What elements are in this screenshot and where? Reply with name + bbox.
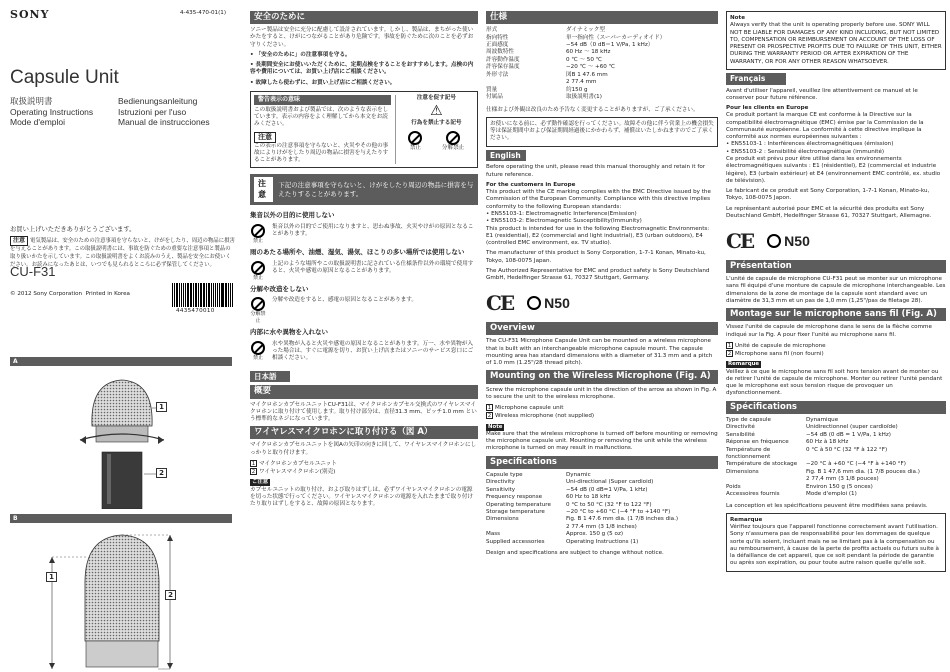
- french-column: [726, 0, 946, 672]
- spec-table-fr: [726, 417, 946, 499]
- barcode-bar: [232, 283, 233, 307]
- barcode-bar: [204, 283, 205, 307]
- hazard-item: 禁止 上記のような場所やこの取扱説明書に記されている仕様条件以外の環境で使用すると、火災や感電の原因となることがあります。: [252, 260, 474, 281]
- spec-key: Dimensions: [726, 468, 759, 475]
- spec-change-jp: 仕様および外観は改良のため予告なく変更することがありますが、ご了承ください。: [486, 106, 699, 113]
- figure-a: [10, 357, 232, 509]
- intro-en: Before operating the unit, please read this manual thoroughly and retain it for future reference.: [486, 164, 706, 178]
- english-column: [486, 0, 718, 672]
- spec-row: [726, 432, 946, 439]
- spec-key: 指向特性: [486, 34, 509, 41]
- mount-text-jp: マイクロホンカプセルユニットを図Aの矢印の向きに回して、ワイヤレスマイクロホンにしっかりと取り付けます。: [250, 442, 477, 456]
- representative-en: The Authorized Representative for EMC and product safety is Sony Deutschland GmbH, Hedelfinger Strasse 61, 70327 Stuttgart, Germany.: [486, 267, 710, 282]
- lang-bar-japanese: 日本語: [250, 371, 290, 383]
- spec-row: [486, 494, 718, 501]
- spec-key: 許容保存温度: [486, 64, 520, 71]
- warning-triangle-icon: ⚠: [430, 103, 443, 120]
- spec-row: [486, 509, 718, 516]
- spec-row: [486, 42, 718, 49]
- remarque-text: Veillez à ce que le microphone sans fil soit hors tension avant de monter ou de retirer l'unité de capsule de microphone. Monter ou retirer l'unité pendant que le microphone est sous tension risque de provoquer un dysfonctionnement.: [726, 368, 943, 397]
- barcode: [172, 283, 234, 307]
- note-title: Note: [730, 15, 745, 21]
- spec-row: [726, 424, 946, 431]
- barcode-bar: [209, 283, 210, 307]
- remarque-box-text: Vérifiez toujours que l'appareil fonctionne correctement avant l'utilisation. Sony n'assumera pas de responsabilité pour les dommages de quelque sorte qu'ils soient, incluant mais ne se limitant pas à la compensation ou au remboursement, à cause de la perte de profits actuels ou futurs suite à la défaillance de cet appareil, que ce soit pendant la période de garantie ou après son expiration, ou pour toute autre raison quelle qu'elle soit.: [730, 524, 939, 567]
- spec-key: Sensitivity: [486, 486, 516, 493]
- section-mount-jp: ワイヤレスマイクロホンに取り付ける（図 A）: [250, 426, 478, 439]
- cover-column: [0, 0, 240, 672]
- hazard-heading: 分解や改造をしない: [250, 285, 309, 294]
- manufacturer-en: The manufacturer of this product is Sony Corporation, 1-7-1 Konan, Minato-ku, Tokyo, 108-0075 Japan.: [486, 250, 706, 264]
- spec-key: [726, 476, 806, 483]
- barcode-bar: [195, 283, 196, 307]
- spec-row: [486, 487, 718, 494]
- liability-note: [726, 11, 946, 70]
- caution-chip: 注意: [254, 177, 273, 202]
- spec-key: Réponse en fréquence: [726, 439, 789, 446]
- spec-value: 取扱説明書(1): [566, 94, 602, 101]
- spec-row: [486, 479, 718, 486]
- section-spec-fr: Spécifications: [726, 401, 946, 414]
- note-text: Always verify that the unit is operating properly before use. SONY WILL NOT BE LIABLE FOR DAMAGES OF ANY KIND INCLUDING, BUT NOT LIMITED TO, COMPENSATION OR REIMBURSEMENT ON ACCOUNT OF THE LOSS OF PRESENT OR PROSPECTIVE PROFITS DUE TO FAILURE OF THIS UNIT, EITHER DURING THE WARRANTY PERIOD OR AFTER EXPIRATION OF THE WARRANTY, OR FOR ANY OTHER REASON WHATSOEVER.: [730, 22, 942, 65]
- spec-value: Mode d'emploi (1): [806, 491, 857, 498]
- spec-row: [486, 472, 718, 479]
- spec-key: 許容動作温度: [486, 56, 520, 63]
- barcode-bar: [222, 283, 223, 307]
- japanese-column: [248, 0, 478, 672]
- certification-marks: [486, 290, 718, 316]
- hazard-heading: 内部に水や異物を入れない: [250, 328, 328, 337]
- caution-chip: 注意: [254, 132, 276, 143]
- eu-standard: • EN55103-1 : Interférences électromagnétiques (émission): [726, 141, 894, 148]
- copyright-text: © 2012 Sony Corporation: [10, 291, 83, 297]
- symbols-text: この取扱説明書および製品では、次のような表示をしています。表示の内容をよく理解してから本文をお読みください。: [254, 106, 389, 128]
- eu-text-fr: Ce produit portant la marque CE est conforme à la Directive sur la compatibilité électromagnétique (EMC) émise par la Commission de la Communauté européenne. La conformité à cette directive implique la conformité aux normes européennes suivantes :: [726, 112, 924, 141]
- barcode-bar: [219, 283, 220, 307]
- eu-env-fr: Ce produit est prévu pour être utilisé dans les environnements électromagnétiques suivants : E1 (résidentiel), E2 (commercial et industrie légère), E3 (urbain extérieur) et E4 (environnement EMC contrôlé, ex. studio de télévision).: [726, 156, 941, 184]
- spec-key: Storage temperature: [486, 508, 545, 515]
- part-item: 1 Unité de capsule de microphone: [727, 342, 826, 349]
- hazard-heading: 雨のあたる場所や、油煙、湿気、湯気、ほこりの多い場所では使用しない: [250, 248, 465, 257]
- spec-value: ダイナミック型: [566, 27, 605, 34]
- spec-row: [726, 469, 946, 476]
- spec-key: Directivity: [486, 479, 515, 486]
- spec-key: Poids: [726, 483, 741, 490]
- jp-thanks: お買い上げいただきありがとうございます。: [10, 226, 136, 233]
- spec-value: Operating Instructions (1): [566, 538, 639, 545]
- caution-text: この表示の注意事項を守らないと、火災やその他の事故によりけがをしたり周辺の物品に損害を与えたりすることがあります。: [254, 142, 389, 164]
- safety-intro: ソニー製品は安全に充分に配慮して設計されています。しかし、製品は、まちがった使いかたをすると、けがにつながることがあり危険です。事故を防ぐために次のことを必ずお守りください。: [250, 27, 474, 48]
- spec-value: 約150 g: [566, 86, 588, 93]
- lang-item: Bedienungsanleitung: [118, 96, 198, 106]
- part-item: 2 Wireless microphone (not supplied): [487, 413, 595, 420]
- attention-title: 注意を促す記号: [416, 94, 456, 101]
- eu-standard: • EN55103-1: Electromagnetic Interference(Emission): [486, 210, 637, 217]
- spec-row: [486, 502, 718, 509]
- spec-key: [486, 524, 566, 531]
- lang-item: 取扱説明書: [10, 96, 53, 106]
- c-tick-mark: N50: [767, 232, 810, 250]
- spec-value: 0 ℃ 〜 50 ℃: [566, 56, 602, 63]
- lang-item: Manual de instrucciones: [118, 117, 210, 127]
- hazard-item: 禁止 水や異物が入ると火災や感電の原因となることがあります。万一、水や異物が入った場合は、すぐに電源を切り、お買い上げ店またはソニーのサービス窓口にご相談ください。: [252, 340, 474, 362]
- section-overview-jp: 概要: [250, 385, 478, 398]
- section-overview-en: Overview: [486, 322, 718, 335]
- section-safety: 安全のために: [250, 11, 478, 24]
- barcode-bar: [213, 283, 214, 307]
- presentation-text: L'unité de capsule de microphone CU-F31 peut se monter sur un microphone sans fil équipé d'une monture de capsule de microphone interchangeable. Les dimensions de la zone de montage de la capsule sont standard avec un diamètre de 31,3 mm et un pas de 1,0 mm (1,25"/pas de filetage 28).: [726, 276, 946, 304]
- barcode-bar: [190, 283, 192, 307]
- spec-key: 形式: [486, 27, 498, 34]
- barcode-bar: [181, 283, 182, 307]
- callout-2: 2: [156, 468, 167, 478]
- spec-key: Sensibilité: [726, 431, 755, 438]
- printed-in: Printed in Korea: [85, 291, 130, 297]
- hazard-heading: 集音以外の目的に使用しない: [250, 211, 335, 220]
- barcode-bar: [206, 283, 207, 307]
- spec-value: 2 77.4 mm (3 1/8 inches): [566, 523, 637, 530]
- spec-row: [726, 461, 946, 468]
- spec-value: −54 dB（0 dB＝1 V/Pa, 1 kHz）: [566, 41, 654, 48]
- spec-row: [486, 87, 718, 94]
- part-item: 2 ワイヤレスマイクロホン(別売): [251, 469, 336, 476]
- spec-row: [486, 79, 718, 86]
- spec-row: [726, 484, 946, 491]
- spec-value: 60 Hz to 18 kHz: [566, 494, 611, 501]
- c-tick-mark: N50: [527, 294, 570, 312]
- lang-item: Operating Instructions: [10, 106, 94, 117]
- spec-table-jp: [486, 27, 718, 102]
- spec-key: Frequency response: [486, 494, 543, 501]
- figure-b-label: B: [10, 514, 232, 523]
- callout-2: 2: [165, 590, 176, 600]
- language-list: [10, 96, 235, 128]
- part-item: 1 Microphone capsule unit: [487, 405, 564, 412]
- spec-row: [486, 94, 718, 101]
- remarque-box: [726, 513, 946, 572]
- spec-row: [486, 531, 718, 538]
- barcode-bar: [208, 283, 209, 307]
- barcode-bar: [183, 283, 184, 307]
- overview-text-jp: マイクロホンカプセルユニットCU-F31は、マイクロホンカプセル交換式のワイヤレスマイクロホンに取り付けて使用します。取り付け部分は、直径31.3 mm、ピッチ1.0 mm という標準的なネジになっています。: [250, 401, 477, 423]
- barcode-bar: [215, 283, 217, 307]
- manufacturer-fr: Le fabricant de ce produit est Sony Corporation, 1-7-1 Konan, Minato-ku, Tokyo, 108-0075 Japon.: [726, 188, 930, 202]
- eu-text-en: This product with the CE marking complies with the EMC Directive issued by the Commission of the European Community. Compliance with this directive implies conformity to the following European standards:: [486, 189, 711, 210]
- spec-value: 2 77.4 mm: [566, 79, 597, 86]
- barcode-bar: [176, 283, 177, 307]
- section-spec-en: Specifications: [486, 456, 718, 469]
- lang-bar-english: English: [486, 150, 526, 162]
- lang-item: Istruzioni per l'uso: [118, 106, 187, 117]
- disassemble-prohibit-icon: [251, 297, 265, 311]
- hazard-item: 分解禁止 分解や改造をすると、感電の原因となることがあります。: [250, 297, 417, 324]
- safety-bullet: • 故障したら使わずに、お買い上げ店にご相談ください。: [250, 79, 396, 86]
- intro-fr: Avant d'utiliser l'appareil, veuillez lire attentivement ce manuel et le conserver pour future référence.: [726, 87, 918, 101]
- figure-a-illustration: [10, 366, 232, 509]
- prohibit-icon: [408, 131, 422, 145]
- spec-key: 付属品: [486, 94, 503, 101]
- remarque-tag: Remarque: [728, 361, 760, 368]
- spec-row: [486, 539, 718, 546]
- spec-row: [726, 447, 946, 462]
- callout-1: 1: [156, 402, 167, 412]
- figure-a-label: A: [10, 357, 232, 366]
- prohibit-icon: [251, 341, 265, 355]
- spec-key: Mass: [486, 531, 501, 538]
- spec-key: Température de stockage: [726, 461, 798, 468]
- eu-standard: • EN55103-2 : Sensibilité électromagnétique (immunité): [726, 148, 885, 155]
- representative-fr: Le représentant autorisé pour EMC et la sécurité des produits est Sony Deutschland GmbH, Hedelfinger Strasse 61, 70327 Stuttgart, Allemagne.: [726, 205, 932, 219]
- note-tag: Note: [488, 423, 503, 430]
- barcode-bar: [196, 283, 197, 307]
- spec-change-en: Design and specifications are subject to change without notice.: [486, 550, 664, 557]
- section-mount-en: Mounting on the Wireless Microphone (Fig. A): [486, 370, 718, 383]
- section-mount-fr: Montage sur le microphone sans fil (Fig. A): [726, 308, 946, 321]
- lang-bar-french: Français: [726, 73, 786, 85]
- spec-value: −54 dB (0 dB = 1 V/Pa, 1 kHz): [806, 431, 891, 438]
- callout-1: 1: [46, 572, 57, 582]
- part-item: 1 マイクロホンカプセルユニット: [251, 460, 337, 467]
- ce-mark: CE: [486, 291, 514, 316]
- spec-key: [486, 79, 566, 86]
- barcode-bar: [172, 283, 173, 307]
- sony-logo: SONY: [10, 8, 50, 21]
- barcode-bar: [198, 283, 199, 307]
- mount-text-fr: Vissez l'unité de capsule de microphone dans le sens de la flèche comme indiqué sur la Fig. A pour fixer l'unité au microphone sans fil.: [726, 324, 932, 338]
- model-number: CU-F31: [10, 264, 56, 279]
- spec-value: Fig. B 1 47,6 mm dia. (1 7/8 pouces dia.): [806, 468, 920, 475]
- caution-chip: 注意: [10, 236, 28, 246]
- symbols-title: 警告表示の意味: [254, 95, 391, 105]
- disassemble-prohibit-icon: [446, 131, 460, 145]
- spec-row: [726, 439, 946, 446]
- eu-title-en: For the customers in Europe: [486, 181, 576, 188]
- prohibit-title: 行為を禁止する記号: [411, 120, 462, 127]
- part-number: 4-435-470-01(1): [180, 10, 227, 16]
- spec-value: Uni-directional (Super cardioid): [566, 479, 654, 486]
- lang-item: Mode d'emploi: [10, 117, 66, 127]
- jp-warning-text: 電気製品は、安全のための注意事項を守らないと、けがをしたり、周辺の物品に損害を与えることがあります。この取扱説明書には、事故を防ぐための重要な注意事項と製品の取り扱いかたを示しています。この取扱説明書をよくお読みのうえ、製品を安全にお使いください。お読みになったあとは、いつでも見られるところに必ず保管してください。: [10, 238, 235, 268]
- jp-disclaimer-box: お使いになる前に、必ず動作確認を行ってください。故障その他に伴う営業上の機会損失等は保証期間中および保証期間経過後にかかわらず、補償はいたしかねますのでご了承ください。: [486, 117, 718, 147]
- spec-value: Dynamique: [806, 416, 839, 423]
- spec-change-fr: La conception et les spécifications peuvent être modifiées sans préavis.: [726, 502, 928, 509]
- safety-bullet: • 「安全のために」の注意事項を守る。: [250, 51, 351, 58]
- spec-row: [486, 49, 718, 56]
- spec-key: Dimensions: [486, 516, 519, 523]
- spec-key: Capsule type: [486, 471, 523, 478]
- spec-key: Operating temperature: [486, 501, 551, 508]
- barcode-number: 4435470010: [176, 308, 215, 314]
- spec-key: 周波数特性: [486, 49, 514, 56]
- spec-value: 2 77,4 mm (3 1/8 pouces): [806, 476, 879, 483]
- figure-b-illustration: [10, 523, 232, 672]
- section-spec-jp: 仕様: [486, 11, 718, 24]
- barcode-bar: [203, 283, 204, 307]
- barcode-bar: [217, 283, 218, 307]
- barcode-bar: [185, 283, 186, 307]
- eu-env-en: This product is intended for use in the following Electromagnetic Environments: E1 (residential), E2 (commercial and light industrial), E3 (urban outdoors), E4 (controlled EMC environment, ex. TV studio).: [486, 225, 710, 247]
- spec-key: 外形寸法: [486, 71, 509, 78]
- part-item: 2 Microphone sans fil (non fourni): [727, 351, 824, 358]
- spec-key: Accessoires fournis: [726, 491, 780, 498]
- hazard-item: 禁止 集音以外の目的でご使用になりますと、思わぬ事故、火災やけがの原因となることがあります。: [252, 223, 474, 244]
- caution-banner: [250, 174, 478, 205]
- spec-value: 単一指向性（スーパーカーディオイド）: [566, 34, 666, 41]
- prohibit-icon: [251, 224, 265, 238]
- barcode-bar: [225, 283, 226, 307]
- barcode-bar: [179, 283, 181, 307]
- eu-standard: • EN55103-2: Electromagnetic Susceptibility(Immunity): [486, 218, 642, 225]
- spec-value: 60 Hz à 18 kHz: [806, 439, 849, 446]
- note-tag: ご注意: [252, 479, 269, 486]
- spec-key: 正面感度: [486, 41, 509, 48]
- spec-value: 0 °C à 50 °C (32 °F à 122 °F): [806, 446, 888, 453]
- spec-value: Approx. 150 g (5 oz): [566, 531, 624, 538]
- spec-key: Supplied accessories: [486, 538, 545, 545]
- barcode-bar: [174, 283, 175, 307]
- eu-title-fr: Pour les clients en Europe: [726, 105, 809, 112]
- spec-row: [726, 417, 946, 424]
- spec-value: Fig. B 1 47.6 mm dia. (1 7/8 inches dia.): [566, 516, 679, 523]
- note-text-jp: カプセルユニットの取り付け、および取りはずしは、必ずワイヤレスマイクロホンの電源を切った状態で行ってください。ワイヤレスマイクロホンの電源を入れたままで取り付けたり取りはずしをすると、故障の原因となります。: [250, 486, 474, 508]
- barcode-bar: [200, 283, 202, 307]
- spec-row: [726, 476, 946, 483]
- barcode-bar: [188, 283, 189, 307]
- safety-bullet: • 長期間安全にお使いいただくために、定期点検をすることをおすすめします。点検の内容や費用については、お買い上げ店にご相談ください。: [250, 62, 474, 76]
- spec-row: [486, 524, 718, 531]
- barcode-bar: [177, 283, 178, 307]
- symbol-legend: 警告表示の意味 この取扱説明書および製品では、次のような表示をしています。表示の内容をよく理解してから本文をお読みください。 注意 この表示の注意事項を守らないと、火災やその他の事故によりけがをしたり周辺の物品に損害を与えたりすることがあります。 注意を促す記号 ⚠ 行為を禁止する記号 禁止 分解禁止: [250, 91, 478, 168]
- spec-key: Type de capsule: [726, 416, 771, 423]
- ce-mark: CE: [726, 229, 754, 254]
- spec-table-en: [486, 472, 718, 547]
- caution-banner-text: 下記の注意事項を守らないと、けがをしたり周辺の物品に損害を与えたりすることがあります。: [278, 181, 474, 198]
- spec-row: [486, 27, 718, 34]
- barcode-bar: [230, 283, 231, 307]
- spec-value: Environ 150 g (5 onces): [806, 483, 873, 490]
- spec-value: 図B 1 47.6 mm: [566, 71, 608, 78]
- spec-row: [486, 72, 718, 79]
- spec-value: Dynamic: [566, 471, 591, 478]
- spec-key: Directivité: [726, 424, 755, 431]
- barcode-bar: [226, 283, 227, 307]
- spec-row: [486, 516, 718, 523]
- mount-text-en: Screw the microphone capsule unit in the direction of the arrow as shown in Fig. A to secure the unit to the wireless microphone.: [486, 386, 717, 400]
- barcode-bar: [228, 283, 230, 307]
- barcode-bar: [187, 283, 188, 307]
- section-presentation: Présentation: [726, 260, 946, 273]
- copyright: [10, 291, 130, 298]
- spec-value: 0 °C to 50 °C (32 °F to 122 °F): [566, 501, 652, 508]
- figure-b: [10, 514, 232, 672]
- spec-value: −20 ℃ 〜 +60 ℃: [566, 64, 615, 71]
- spec-value: −54 dB (0 dB=1 V/Pa, 1 kHz): [566, 486, 648, 493]
- document-title: Capsule Unit: [10, 67, 119, 88]
- remarque-title: Remarque: [730, 516, 763, 523]
- spec-value: Unidirectionnel (super cardioïde): [806, 424, 898, 431]
- certification-marks: [726, 228, 946, 254]
- note-text-en: Make sure that the wireless microphone is turned off before mounting or removing the microphone capsule unit. Mounting or removing the unit while the wireless microphone is turned on may result in malfunctions.: [486, 430, 718, 452]
- spec-row: [486, 35, 718, 42]
- spec-value: −20 °C à +60 °C (−4 °F à +140 °F): [806, 461, 906, 468]
- spec-key: Température de fonctionnement: [726, 446, 771, 460]
- barcode-bar: [193, 283, 194, 307]
- spec-value: −20 °C to +60 °C (−4 °F to +140 °F): [566, 508, 671, 515]
- spec-row: [726, 491, 946, 498]
- spec-row: [486, 64, 718, 71]
- barcode-bar: [211, 283, 212, 307]
- overview-text-en: The CU-F31 Microphone Capsule Unit can be mounted on a wireless microphone that is built with an interchangeable microphone capsule mount. The capsule mounting area has standard dimensions with a diameter of 31.3 mm and a pitch of 1.0 mm (1.25"/28 thread pitch).: [486, 338, 713, 367]
- spec-value: 60 Hz 〜 18 kHz: [566, 49, 611, 56]
- spec-key: 質量: [486, 86, 498, 93]
- prohibit-icon: [251, 261, 265, 275]
- barcode-bar: [221, 283, 222, 307]
